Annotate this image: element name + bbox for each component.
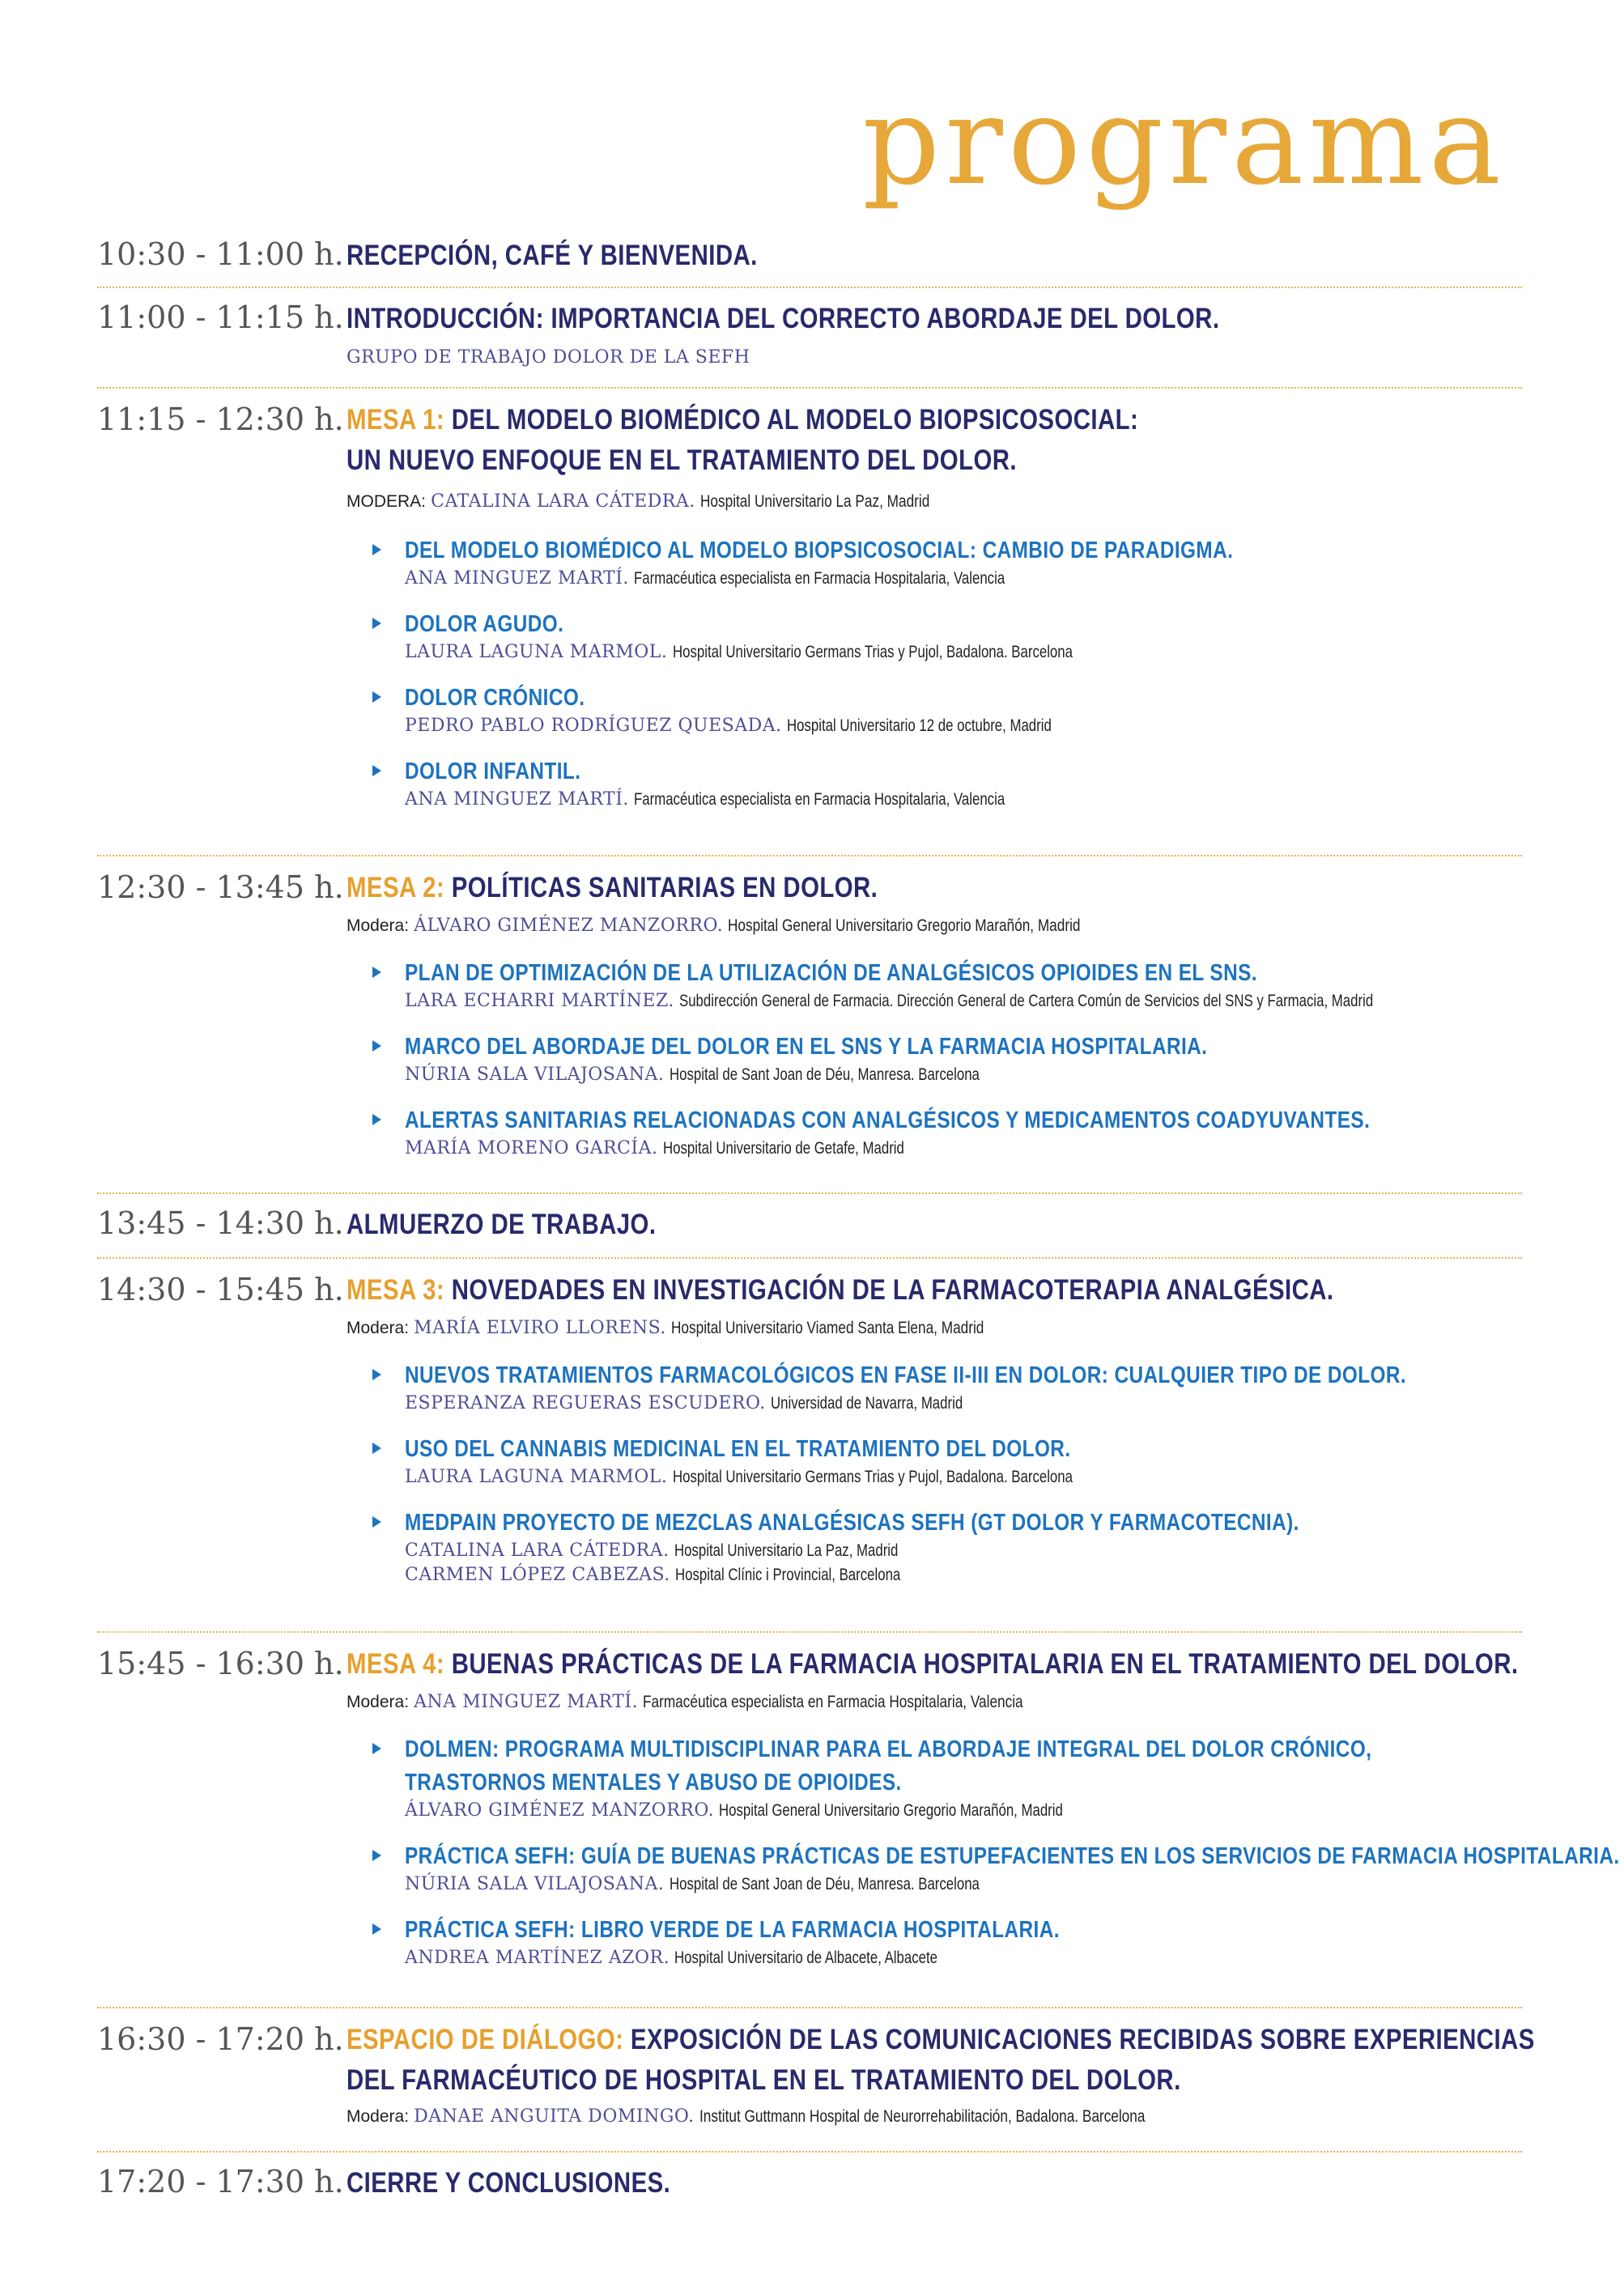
session-title: CIERRE Y CONCLUSIONES. bbox=[346, 2167, 671, 2199]
triangle-bullet-icon bbox=[372, 1114, 381, 1125]
session-title-line2: DEL FARMACÉUTICO DE HOSPITAL EN EL TRATAMIENTO DEL DOLOR. bbox=[346, 2064, 1181, 2096]
session-time: 14:30 - 15:45 h. bbox=[97, 1272, 344, 1307]
triangle-bullet-icon bbox=[372, 1369, 381, 1380]
talk-item: DOLMEN: PROGRAMA MULTIDISCIPLINAR PARA EL ABORDAJE INTEGRAL DEL DOLOR CRÓNICO, TRASTORNOS MENTALES Y ABUSO DE OPIOIDES. ÁLVARO GIMÉNEZ MANZORRO. Hospital General Universitario Gregorio Marañón, Madrid bbox=[405, 1736, 1522, 1821]
session-block-mesa-3 bbox=[97, 1259, 1522, 1633]
triangle-bullet-icon bbox=[372, 618, 381, 629]
moderator-line: Modera: ANA MINGUEZ MARTÍ. Farmacéutica especialista en Farmacia Hospitalaria, Valencia bbox=[346, 1692, 1023, 1712]
session-title: RECEPCIÓN, CAFÉ Y BIENVENIDA. bbox=[346, 240, 758, 271]
moderator-affiliation: Institut Guttmann Hospital de Neurorrehabilitación, Badalona. Barcelona bbox=[699, 2107, 1146, 2126]
talk-item: DEL MODELO BIOMÉDICO AL MODELO BIOPSICOSOCIAL: CAMBIO DE PARADIGMA. ANA MINGUEZ MARTÍ. Farmacéutica especialista en Farmacia Hospitalaria, Valencia bbox=[405, 538, 1522, 589]
talk-item: DOLOR CRÓNICO. PEDRO PABLO RODRÍGUEZ QUESADA. Hospital Universitario 12 de octubre, Madrid bbox=[405, 685, 1522, 736]
session-title: ALMUERZO DE TRABAJO. bbox=[346, 1209, 657, 1240]
moderator-affiliation: Hospital General Universitario Gregorio Marañón, Madrid bbox=[728, 916, 1081, 935]
moderator-line: MODERA: CATALINA LARA CÁTEDRA. Hospital Universitario La Paz, Madrid bbox=[346, 491, 930, 512]
talk-item: DOLOR AGUDO. LAURA LAGUNA MARMOL. Hospital Universitario Germans Trias y Pujol, Badalona. Barcelona bbox=[405, 611, 1522, 662]
moderator-name: ÁLVARO GIMÉNEZ MANZORRO. bbox=[414, 916, 724, 936]
moderator-line: Modera: DANAE ANGUITA DOMINGO. Institut Guttmann Hospital de Neurorrehabilitación, Badalona. Barcelona bbox=[346, 2106, 1146, 2127]
session-time: 15:45 - 16:30 h. bbox=[97, 1646, 344, 1681]
moderator-name: DANAE ANGUITA DOMINGO. bbox=[414, 2106, 695, 2127]
session-title: MESA 1: DEL MODELO BIOMÉDICO AL MODELO BIOPSICOSOCIAL: bbox=[346, 404, 1139, 436]
moderator-line: Modera: MARÍA ELVIRO LLORENS. Hospital Universitario Viamed Santa Elena, Madrid bbox=[346, 1318, 984, 1338]
session-block-mesa-2 bbox=[97, 856, 1522, 1194]
session-time: 13:45 - 14:30 h. bbox=[97, 1205, 344, 1241]
session-time: 10:30 - 11:00 h. bbox=[97, 236, 344, 272]
triangle-bullet-icon bbox=[372, 544, 381, 555]
session-block bbox=[97, 235, 1522, 288]
session-label: MESA 3: bbox=[346, 1274, 445, 1306]
talk-item: ALERTAS SANITARIAS RELACIONADAS CON ANALGÉSICOS Y MEDICAMENTOS COADYUVANTES. MARÍA MORENO GARCÍA. Hospital Universitario de Getafe, Madrid bbox=[405, 1107, 1522, 1158]
triangle-bullet-icon bbox=[372, 1443, 381, 1454]
triangle-bullet-icon bbox=[372, 967, 381, 978]
session-title: MESA 4: BUENAS PRÁCTICAS DE LA FARMACIA HOSPITALARIA EN EL TRATAMIENTO DEL DOLOR. bbox=[346, 1648, 1519, 1680]
session-time: 11:00 - 11:15 h. bbox=[97, 300, 344, 335]
session-title: MESA 3: NOVEDADES EN INVESTIGACIÓN DE LA FARMACOTERAPIA ANALGÉSICA. bbox=[346, 1274, 1334, 1306]
session-group: GRUPO DE TRABAJO DOLOR DE LA SEFH bbox=[346, 347, 750, 368]
talk-item: DOLOR INFANTIL. ANA MINGUEZ MARTÍ. Farmacéutica especialista en Farmacia Hospitalaria, Valencia bbox=[405, 759, 1522, 810]
triangle-bullet-icon bbox=[372, 1516, 381, 1528]
session-label: ESPACIO DE DIÁLOGO: bbox=[346, 2024, 624, 2055]
talk-item: NUEVOS TRATAMIENTOS FARMACOLÓGICOS EN FASE II-III EN DOLOR: CUALQUIER TIPO DE DOLOR. ESPERANZA REGUERAS ESCUDERO. Universidad de Navarra, Madrid bbox=[405, 1362, 1522, 1413]
talk-item: PRÁCTICA SEFH: GUÍA DE BUENAS PRÁCTICAS DE ESTUPEFACIENTES EN LOS SERVICIOS DE FARMACIA HOSPITALARIA. NÚRIA SALA VILAJOSANA. Hospital de Sant Joan de Déu, Manresa. Barcelona bbox=[405, 1843, 1522, 1894]
session-block bbox=[97, 2153, 1522, 2209]
session-title: MESA 2: POLÍTICAS SANITARIAS EN DOLOR. bbox=[346, 872, 878, 903]
session-block-mesa-1 bbox=[97, 389, 1522, 856]
session-label: MESA 2: bbox=[346, 872, 445, 903]
session-block bbox=[97, 288, 1522, 389]
talk-item: MEDPAIN PROYECTO DE MEZCLAS ANALGÉSICAS SEFH (GT DOLOR Y FARMACOTECNIA). CATALINA LARA CÁTEDRA. Hospital Universitario La Paz, Madrid CARMEN LÓPEZ CABEZAS. Hospital Clínic i Provincial, Barcelona bbox=[405, 1510, 1522, 1585]
session-time: 16:30 - 17:20 h. bbox=[97, 2021, 344, 2057]
session-title: INTRODUCCIÓN: IMPORTANCIA DEL CORRECTO ABORDAJE DEL DOLOR. bbox=[346, 303, 1220, 334]
triangle-bullet-icon bbox=[372, 1923, 381, 1935]
session-block-mesa-4 bbox=[97, 1633, 1620, 2008]
moderator-affiliation: Farmacéutica especialista en Farmacia Hospitalaria, Valencia bbox=[643, 1693, 1023, 1711]
session-title: ESPACIO DE DIÁLOGO: EXPOSICIÓN DE LAS COMUNICACIONES RECIBIDAS SOBRE EXPERIENCIAS bbox=[346, 2024, 1535, 2055]
triangle-bullet-icon bbox=[372, 1850, 381, 1861]
triangle-bullet-icon bbox=[372, 765, 381, 776]
moderator-affiliation: Hospital Universitario La Paz, Madrid bbox=[699, 492, 930, 511]
session-time: 11:15 - 12:30 h. bbox=[97, 402, 344, 437]
talk-item: PLAN DE OPTIMIZACIÓN DE LA UTILIZACIÓN DE ANALGÉSICOS OPIOIDES EN EL SNS. LARA ECHARRI MARTÍNEZ. Subdirección General de Farmacia. Dirección General de Cartera Común de Servicios del SNS y Farmacia, Madrid bbox=[405, 960, 1522, 1011]
program-schedule bbox=[97, 235, 1620, 2209]
triangle-bullet-icon bbox=[372, 691, 381, 703]
page-title: programa bbox=[862, 71, 1506, 212]
session-label: MESA 4: bbox=[346, 1648, 445, 1680]
session-block-espacio-dialogo bbox=[97, 2008, 1535, 2153]
session-label: MESA 1: bbox=[346, 404, 445, 436]
moderator-line: Modera: ÁLVARO GIMÉNEZ MANZORRO. Hospital General Universitario Gregorio Marañón, Madrid bbox=[346, 916, 1081, 936]
triangle-bullet-icon bbox=[372, 1743, 381, 1754]
session-time: 12:30 - 13:45 h. bbox=[97, 869, 344, 905]
session-title-line2: UN NUEVO ENFOQUE EN EL TRATAMIENTO DEL DOLOR. bbox=[346, 444, 1017, 476]
talk-item: USO DEL CANNABIS MEDICINAL EN EL TRATAMIENTO DEL DOLOR. LAURA LAGUNA MARMOL. Hospital Universitario Germans Trias y Pujol, Badalona. Barcelona bbox=[405, 1436, 1522, 1487]
moderator-name: MARÍA ELVIRO LLORENS. bbox=[414, 1318, 666, 1338]
moderator-name: ANA MINGUEZ MARTÍ. bbox=[414, 1692, 639, 1712]
triangle-bullet-icon bbox=[372, 1040, 381, 1052]
moderator-affiliation: Hospital Universitario Viamed Santa Elena, Madrid bbox=[671, 1319, 984, 1337]
session-block bbox=[97, 1194, 1522, 1259]
talk-item: MARCO DEL ABORDAJE DEL DOLOR EN EL SNS Y LA FARMACIA HOSPITALARIA. NÚRIA SALA VILAJOSANA. Hospital de Sant Joan de Déu, Manresa. Barcelona bbox=[405, 1034, 1522, 1085]
moderator-name: CATALINA LARA CÁTEDRA. bbox=[431, 491, 695, 512]
session-time: 17:20 - 17:30 h. bbox=[97, 2164, 344, 2199]
talk-item: PRÁCTICA SEFH: LIBRO VERDE DE LA FARMACIA HOSPITALARIA. ANDREA MARTÍNEZ AZOR. Hospital Universitario de Albacete, Albacete bbox=[405, 1917, 1522, 1968]
